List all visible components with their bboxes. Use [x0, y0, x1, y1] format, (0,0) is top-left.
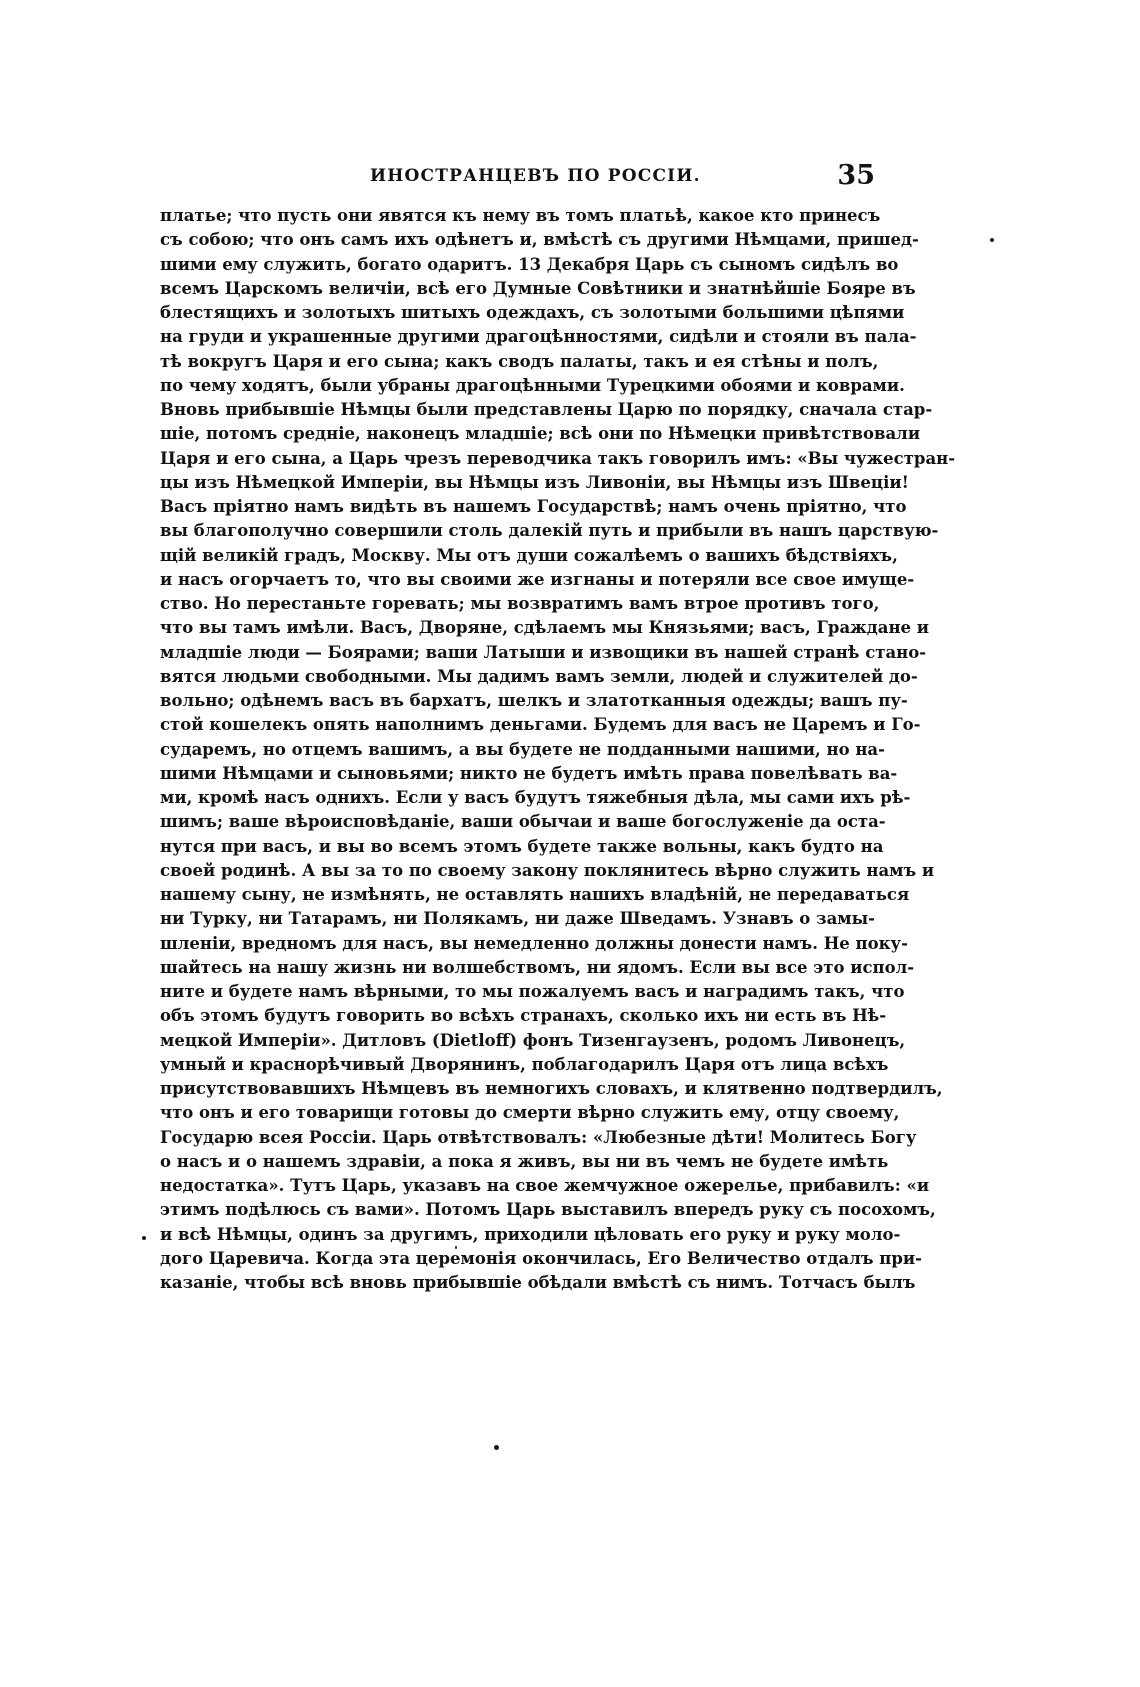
- text-line: щій великій градъ, Москву. Мы отъ души сожалѣемъ о вашихъ бѣдствіяхъ,: [160, 545, 898, 565]
- text-line: блестящихъ и золотыхъ шитыхъ одеждахъ, съ золотыми большими цѣпями: [160, 303, 905, 322]
- text-line: и насъ огорчаетъ то, что вы своими же изгнаны и потеряли все свое имуще-: [160, 569, 915, 589]
- text-line: что онъ и его товарищи готовы до смерти вѣрно служить ему, отцу своему,: [160, 1103, 900, 1123]
- body-text: [160, 204, 956, 1295]
- scan-speck: [142, 1236, 146, 1240]
- text-line: тѣ вокругъ Царя и его сына; какъ сводъ палаты, такъ и ея стѣны и полъ,: [160, 351, 879, 371]
- text-line: мецкой Имперіи». Дитловъ (Dietloff) фонъ Тизенгаузенъ, родомъ Ливонецъ,: [160, 1030, 906, 1050]
- text-line: присутствовавшихъ Нѣмцевъ въ немногихъ словахъ, и клятвенно подтвердилъ,: [160, 1079, 943, 1098]
- scan-speck: [990, 238, 994, 242]
- text-line: шимъ; ваше вѣроисповѣданіе, ваши обычаи и ваше богослуженіе да оста-: [160, 812, 886, 832]
- text-line: объ этомъ будутъ говорить во всѣхъ странахъ, сколько ихъ ни есть въ Нѣ-: [160, 1006, 887, 1026]
- text-line: по чему ходятъ, были убраны драгоцѣнными Турецкими обоями и коврами.: [160, 375, 905, 395]
- page-header: [160, 160, 875, 194]
- text-line: ми, кромѣ насъ одниxъ. Если у васъ будутъ тяжебныя дѣла, мы сами ихъ рѣ-: [160, 788, 911, 807]
- running-head: ИНОСТРАНЦЕВЪ ПО РОССІИ.: [370, 166, 701, 186]
- text-line: ни Турку, ни Татарамъ, ни Полякамъ, ни даже Шведамъ. Узнавъ о замы-: [160, 909, 875, 929]
- text-line: всемъ Царскомъ величіи, всѣ его Думные Совѣтники и знатнѣйшіе Бояре въ: [160, 278, 916, 298]
- text-line: казаніе, чтобы всѣ вновь прибывшіе обѣдали вмѣстѣ съ нимъ. Тотчасъ былъ: [160, 1273, 916, 1292]
- text-line: шленіи, вредномъ для насъ, вы немедленно должны донести намъ. Не поку-: [160, 933, 908, 953]
- text-line: нутся при васъ, и вы во всемъ этомъ будете также вольны, какъ будто на: [160, 836, 884, 856]
- text-line: стой кошелекъ опять наполнимъ деньгами. Будемъ для васъ не Царемъ и Го-: [160, 715, 921, 735]
- text-line: вятся людьми свободными. Мы дадимъ вамъ земли, людей и служителей до-: [160, 666, 918, 686]
- text-line: на груди и украшенные другими драгоцѣнностями, сидѣли и стояли въ пала-: [160, 327, 917, 347]
- text-line: Царя и его сына, а Царь чрезъ переводчика такъ говорилъ имъ: «Вы чужестран-: [160, 448, 956, 468]
- scan-speck: [494, 1445, 499, 1450]
- scan-speck: [455, 1246, 457, 1249]
- text-line: съ собою; что онъ самъ ихъ одѣнетъ и, вмѣстѣ съ другими Нѣмцами, пришед-: [160, 230, 919, 250]
- page-number: 35: [837, 160, 875, 191]
- text-line: шайтесь на нашу жизнь ни волшебствомъ, ни ядомъ. Если вы все это испол-: [160, 957, 915, 977]
- text-line: дого Царевича. Когда эта церемонія окончилась, Его Величество отдалъ при-: [160, 1248, 922, 1268]
- text-line: Васъ пріятно намъ видѣть въ нашемъ Государствѣ; намъ очень пріятно, что: [160, 497, 907, 516]
- text-line: вольно; одѣнемъ васъ въ бархатъ, шелкъ и златотканныя одежды; вашъ пу-: [160, 691, 908, 710]
- text-line: этимъ подѣлюсь съ вами». Потомъ Царь выставилъ впередъ руку съ посохомъ,: [160, 1200, 936, 1220]
- text-line: шими Нѣмцами и сыновьями; никто не будетъ имѣть права повелѣвать ва-: [160, 763, 898, 783]
- text-line: шіе, потомъ средніе, наконецъ младшіе; всѣ они по Нѣмецки привѣтствовали: [160, 424, 921, 444]
- text-line: Государю всея Россіи. Царь отвѣтствовалъ: «Любезные дѣти! Молитесь Богу: [160, 1127, 917, 1147]
- text-line: и всѣ Нѣмцы, одинъ за другимъ, приходили цѣловать его руку и руку моло-: [160, 1224, 901, 1244]
- text-line: вы благополучно совершили столь далекій путь и прибыли въ нашъ царствую-: [160, 521, 939, 541]
- text-line: умный и краснорѣчивый Дворянинъ, поблагодарилъ Царя отъ лица всѣхъ: [160, 1054, 889, 1074]
- text-line: своей родинѣ. А вы за то по своему закону поклянитесь вѣрно служить намъ и: [160, 860, 935, 880]
- text-line: платье; что пусть они явятся къ нему въ томъ платьѣ, какое кто принесъ: [160, 206, 881, 225]
- text-line: ните и будете намъ вѣрными, то мы пожалуемъ васъ и наградимъ такъ, что: [160, 982, 905, 1001]
- text-line: о насъ и о нашемъ здравіи, а пока я живъ, вы ни въ чемъ не будете имѣть: [160, 1151, 889, 1171]
- text-line: что вы тамъ имѣли. Васъ, Дворяне, сдѣлаемъ мы Князьями; васъ, Граждане и: [160, 618, 930, 638]
- text-line: недостатка». Тутъ Царь, указавъ на свое жемчужное ожерелье, прибавилъ: «и: [160, 1176, 930, 1195]
- text-line: младшіе люди — Боярами; ваши Латыши и извощики въ нашей странѣ стано-: [160, 642, 927, 662]
- text-line: нашему сыну, не измѣнять, не оставлять нашихъ владѣній, не передаваться: [160, 885, 910, 904]
- text-line: шими ему служить, богато одаритъ. 13 Декабря Царь съ сыномъ сидѣлъ во: [160, 254, 899, 274]
- text-line: цы изъ Нѣмецкой Имперіи, вы Нѣмцы изъ Ливоніи, вы Нѣмцы изъ Швеціи!: [160, 472, 909, 492]
- text-line: сударемъ, но отцемъ вашимъ, а вы будете не подданными нашими, но на-: [160, 739, 885, 759]
- text-line: Вновь прибывшіе Нѣмцы были представлены Царю по порядку, сначала стар-: [160, 400, 933, 419]
- text-line: ство. Но перестаньте горевать; мы возвратимъ вамъ втрое противъ того,: [160, 594, 880, 613]
